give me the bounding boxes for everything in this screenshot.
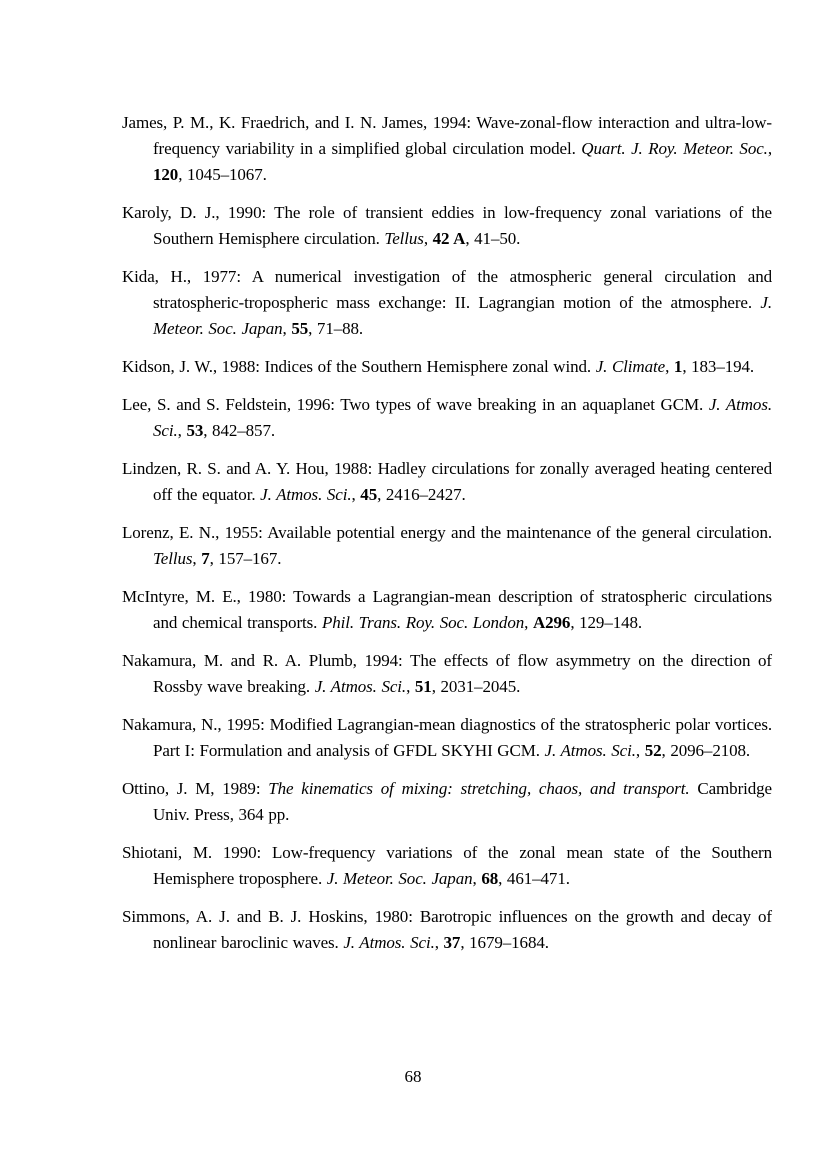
reference-volume-number: 120	[153, 165, 179, 184]
reference-text: , 129–148.	[570, 613, 643, 632]
reference-text: ,	[434, 933, 444, 952]
reference-text: ,	[635, 741, 645, 760]
reference-text: ,	[423, 229, 433, 248]
reference-text: Kida, H., 1977: A numerical investigation of the atmospheric general circulation and stratospheric-tropospheric mass exchange: II. Lagrangian motion of the atmosphere.	[122, 267, 772, 312]
reference-text: ,	[472, 869, 482, 888]
reference-text: , 461–471.	[498, 869, 570, 888]
reference-entry	[122, 264, 772, 342]
references-list	[122, 110, 772, 968]
reference-entry	[122, 648, 772, 700]
reference-volume-number: 1	[673, 357, 683, 376]
reference-text: Nakamura, N., 1995: Modified Lagrangian-mean diagnostics of the stratospheric polar vortices. Part I: Formulation and analysis of GFDL SKYHI GCM.	[122, 715, 772, 760]
reference-text: Shiotani, M. 1990: Low-frequency variations of the zonal mean state of the Southern Hemisphere troposphere.	[122, 843, 772, 888]
reference-text: Simmons, A. J. and B. J. Hoskins, 1980: Barotropic influences on the growth and decay of nonlinear baroclinic waves.	[122, 907, 772, 952]
reference-italic-text: Tellus	[384, 229, 424, 248]
reference-text: ,	[192, 549, 202, 568]
reference-italic-text: J. Meteor. Soc. Japan	[326, 869, 473, 888]
reference-text: ,	[767, 139, 772, 158]
reference-volume-number: 42 A	[432, 229, 466, 248]
reference-text: ,	[524, 613, 533, 632]
reference-italic-text: Phil. Trans. Roy. Soc. London	[321, 613, 525, 632]
reference-entry	[122, 840, 772, 892]
reference-text: , 2031–2045.	[431, 677, 521, 696]
reference-entry	[122, 110, 772, 188]
reference-text: Lorenz, E. N., 1955: Available potential energy and the maintenance of the general circulation.	[122, 523, 772, 542]
reference-text: , 1679–1684.	[460, 933, 549, 952]
reference-text: Cambridge Univ. Press, 364 pp.	[153, 779, 772, 824]
reference-text: ,	[351, 485, 361, 504]
reference-italic-text: Quart. J. Roy. Meteor. Soc.	[581, 139, 768, 158]
reference-text: Lindzen, R. S. and A. Y. Hou, 1988: Hadley circulations for zonally averaged heating centered off the equator.	[122, 459, 772, 504]
reference-volume-number: 51	[414, 677, 432, 696]
reference-entry	[122, 904, 772, 956]
reference-text: Kidson, J. W., 1988: Indices of the Southern Hemisphere zonal wind.	[122, 357, 596, 376]
reference-italic-text: J. Atmos. Sci.	[343, 933, 435, 952]
reference-entry	[122, 354, 772, 380]
reference-text: , 842–857.	[203, 421, 276, 440]
reference-text: McIntyre, M. E., 1980: Towards a Lagrangian-mean description of stratospheric circulations and chemical transports.	[122, 587, 772, 632]
reference-text: , 157–167.	[209, 549, 282, 568]
reference-text: , 41–50.	[465, 229, 521, 248]
reference-text: , 2096–2108.	[661, 741, 751, 760]
reference-italic-text: J. Atmos. Sci.	[314, 677, 407, 696]
reference-entry	[122, 520, 772, 572]
reference-text: ,	[406, 677, 415, 696]
reference-volume-number: 53	[186, 421, 204, 440]
reference-text: , 1045–1067.	[178, 165, 267, 184]
reference-volume-number: 7	[201, 549, 210, 568]
reference-italic-text: J. Climate	[595, 357, 666, 376]
reference-volume-number: 55	[291, 319, 309, 338]
reference-text: , 71–88.	[308, 319, 364, 338]
reference-entry	[122, 776, 772, 828]
reference-italic-text: J. Atmos. Sci.	[153, 395, 772, 440]
reference-italic-text: J. Meteor. Soc. Japan	[153, 293, 772, 338]
reference-text: James, P. M., K. Fraedrich, and I. N. James, 1994: Wave-zonal-flow interaction and ultra-low-frequency variability in a simplified global circulation model.	[122, 113, 772, 158]
reference-volume-number: 37	[443, 933, 461, 952]
reference-volume-number: 45	[360, 485, 378, 504]
reference-entry	[122, 200, 772, 252]
reference-volume-number: 52	[644, 741, 662, 760]
reference-text: , 183–194.	[682, 357, 755, 376]
reference-text: ,	[282, 319, 292, 338]
page-number: 68	[404, 1067, 422, 1086]
reference-text: Ottino, J. M, 1989:	[122, 779, 269, 798]
reference-volume-number: 68	[481, 869, 499, 888]
reference-italic-text: The kinematics of mixing: stretching, chaos, and transport.	[268, 779, 690, 798]
reference-volume-number: A296	[532, 613, 571, 632]
reference-italic-text: J. Atmos. Sci.	[260, 485, 352, 504]
reference-entry	[122, 392, 772, 444]
reference-entry	[122, 712, 772, 764]
reference-text: ,	[177, 421, 187, 440]
reference-text: , 2416–2427.	[377, 485, 466, 504]
reference-entry	[122, 456, 772, 508]
reference-italic-text: Tellus	[153, 549, 193, 568]
reference-text: Lee, S. and S. Feldstein, 1996: Two types of wave breaking in an aquaplanet GCM.	[122, 395, 709, 414]
reference-entry	[122, 584, 772, 636]
reference-italic-text: J. Atmos. Sci.	[544, 741, 636, 760]
reference-text: Karoly, D. J., 1990: The role of transient eddies in low-frequency zonal variations of the Southern Hemisphere circulation.	[122, 203, 772, 248]
reference-text: Nakamura, M. and R. A. Plumb, 1994: The effects of flow asymmetry on the direction of Rossby wave breaking.	[122, 651, 772, 696]
reference-text: ,	[665, 357, 674, 376]
